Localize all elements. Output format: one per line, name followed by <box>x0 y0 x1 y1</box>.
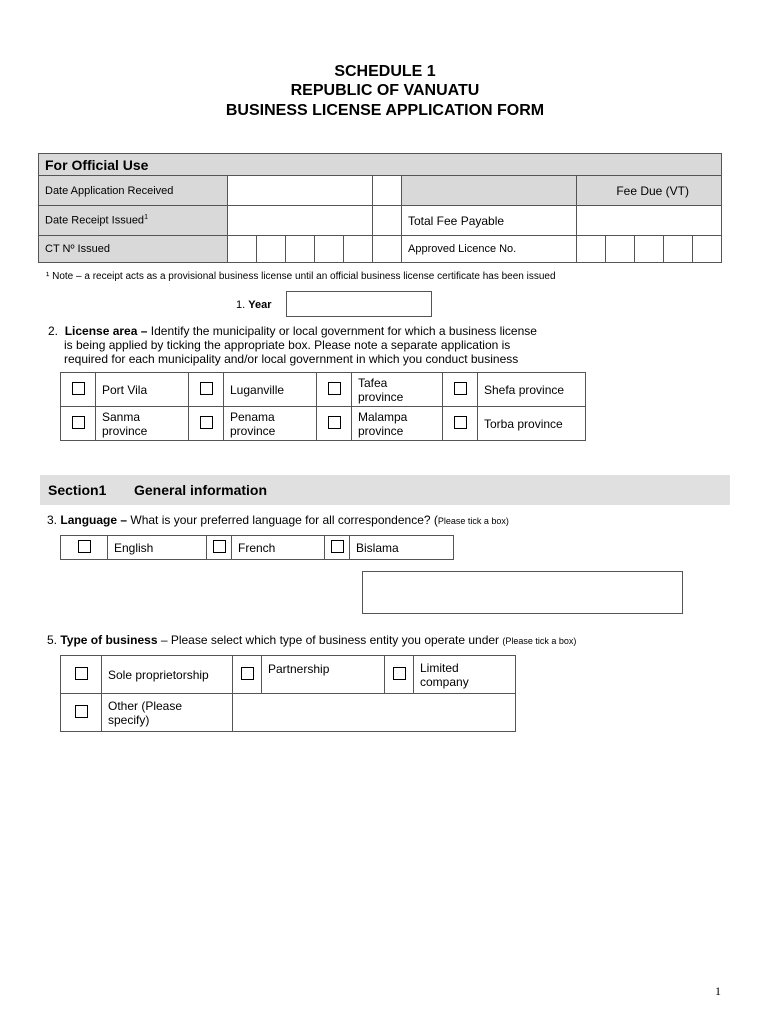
date-received-field[interactable] <box>228 176 373 206</box>
malampa-checkbox[interactable] <box>317 407 352 441</box>
country-title: REPUBLIC OF VANUATU <box>290 82 480 99</box>
bislama-checkbox[interactable] <box>325 536 350 560</box>
ct-digit-cell[interactable] <box>315 236 344 263</box>
tafea-label: Tafea province <box>352 373 443 407</box>
port-vila-label: Port Vila <box>96 373 189 407</box>
shefa-label: Shefa province <box>478 373 586 407</box>
penama-label: Penama province <box>224 407 317 441</box>
date-received-label: Date Application Received <box>39 176 228 206</box>
french-label: French <box>232 536 325 560</box>
language-question: 3. Language – What is your preferred language for all correspondence? (Please tick a box) <box>47 513 509 527</box>
tafea-checkbox[interactable] <box>317 373 352 407</box>
schedule-title: SCHEDULE 1 <box>334 63 436 80</box>
penama-checkbox[interactable] <box>189 407 224 441</box>
partnership-checkbox[interactable] <box>233 656 262 694</box>
english-label: English <box>108 536 207 560</box>
torba-label: Torba province <box>478 407 586 441</box>
license-area-line3: required for each municipality and/or local government in which you conduct business <box>64 352 519 366</box>
year-label: 1. Year <box>236 299 272 311</box>
section1-title: General information <box>134 482 268 498</box>
licence-digit-cell[interactable] <box>577 236 606 263</box>
official-use-heading: For Official Use <box>39 154 722 176</box>
sole-proprietorship-checkbox[interactable] <box>61 656 102 694</box>
page-number: 1 <box>715 984 721 998</box>
other-specify-field[interactable] <box>233 694 516 732</box>
total-fee-label: Total Fee Payable <box>402 206 577 236</box>
sole-proprietorship-label: Sole proprietorship <box>102 656 233 694</box>
licence-digit-cell[interactable] <box>664 236 693 263</box>
fee-due-label: Fee Due (VT) <box>577 176 722 206</box>
business-type-question: 5. Type of business – Please select which type of business entity you operate under (Please tick a box) <box>47 633 577 647</box>
form-title: BUSINESS LICENSE APPLICATION FORM <box>225 102 545 119</box>
shefa-checkbox[interactable] <box>443 373 478 407</box>
official-use-table <box>38 153 722 263</box>
ct-no-label: CT Nº Issued <box>39 236 228 263</box>
date-receipt-field[interactable] <box>228 206 373 236</box>
torba-checkbox[interactable] <box>443 407 478 441</box>
french-checkbox[interactable] <box>207 536 232 560</box>
ct-digit-cell[interactable] <box>257 236 286 263</box>
licence-digit-cell[interactable] <box>635 236 664 263</box>
approved-no-label: Approved Licence No. <box>402 236 577 263</box>
luganville-checkbox[interactable] <box>189 373 224 407</box>
ct-digit-cell[interactable] <box>228 236 257 263</box>
english-checkbox[interactable] <box>61 536 108 560</box>
date-receipt-label: Date Receipt Issued$^1$ <box>39 206 228 236</box>
business-type-table <box>60 655 516 732</box>
license-area-line2: is being applied by ticking the appropriate box. Please note a separate application is <box>64 338 511 352</box>
license-area-table <box>60 372 586 441</box>
partnership-label: Partnership <box>262 656 385 694</box>
fee-blank-cell <box>402 176 577 206</box>
limited-company-checkbox[interactable] <box>385 656 414 694</box>
year-input[interactable] <box>286 291 432 317</box>
spacer-cell <box>373 206 402 236</box>
license-area-question: 2. License area – Identify the municipality or local government for which a business license <box>48 324 537 338</box>
ct-digit-cell[interactable] <box>286 236 315 263</box>
language-table <box>60 535 454 560</box>
limited-company-label: Limited company <box>414 656 516 694</box>
sanma-label: Sanma province <box>96 407 189 441</box>
footnote: ¹ Note – a receipt acts as a provisional business license until an official business license certificate has been issued <box>46 271 556 282</box>
licence-digit-cell[interactable] <box>606 236 635 263</box>
licence-digit-cell[interactable] <box>693 236 722 263</box>
section1-header <box>40 475 730 505</box>
sanma-checkbox[interactable] <box>61 407 96 441</box>
bislama-label: Bislama <box>350 536 454 560</box>
malampa-label: Malampa province <box>352 407 443 441</box>
ct-digit-cell[interactable] <box>344 236 373 263</box>
ct-digit-cell[interactable] <box>373 236 402 263</box>
other-label: Other (Please specify) <box>102 694 233 732</box>
spacer-cell <box>373 176 402 206</box>
total-fee-field[interactable] <box>577 206 722 236</box>
correspondence-box[interactable] <box>362 571 683 614</box>
other-checkbox[interactable] <box>61 694 102 732</box>
luganville-label: Luganville <box>224 373 317 407</box>
port-vila-checkbox[interactable] <box>61 373 96 407</box>
section1-label: Section1 <box>48 482 107 498</box>
